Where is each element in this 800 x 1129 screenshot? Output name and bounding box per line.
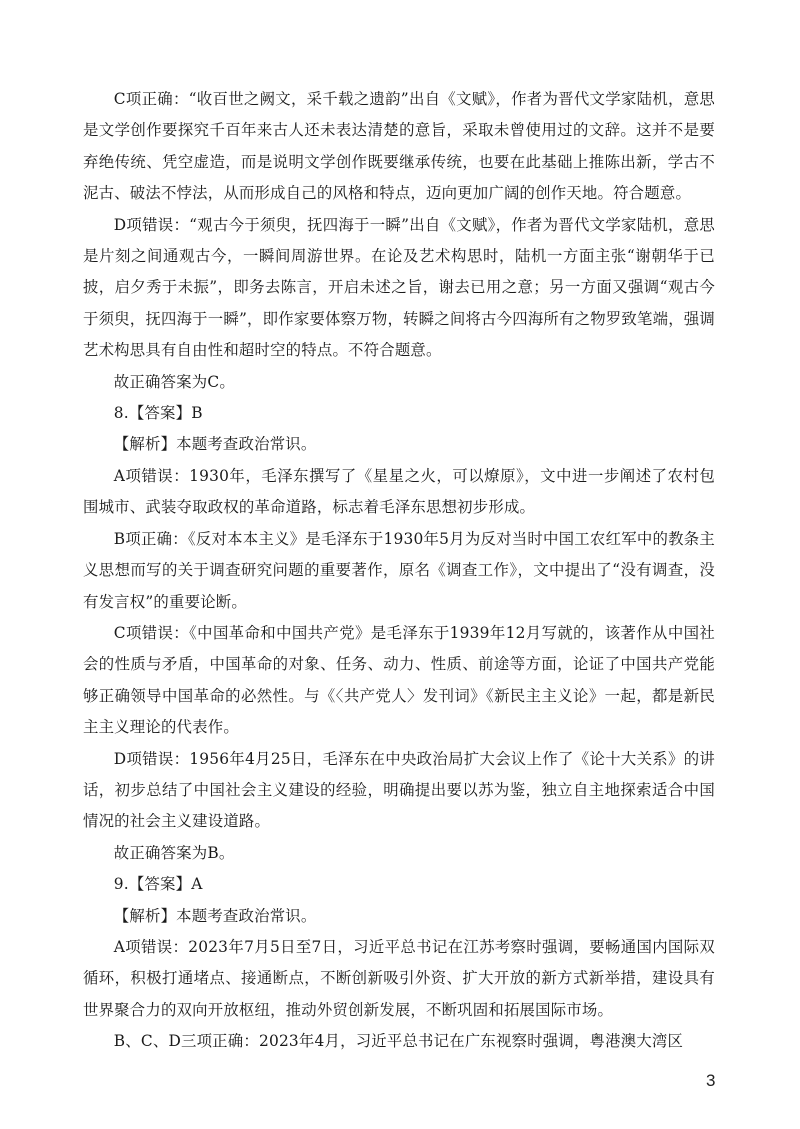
paragraph-answer-summary-7: 故正确答案为C。 (113, 372, 235, 391)
paragraph-explanation-heading-9: 【解析】本题考查政治常识。 (113, 906, 317, 925)
paragraph-answer-9: 9.【答案】A (113, 875, 203, 894)
paragraph-answer-8: 8.【答案】B (113, 404, 203, 423)
paragraph-option-d-analysis: D项错误：“观古今于须臾，抚四海于一瞬”出自《文赋》，作者为晋代文学家陆机，意思是片刻之间通观古今，一瞬间周游世界。在论及艺术构思时，陆机一方面主张“谢朝华于已披，启夕秀于未振”，即务去陈言，开启未述之旨，谢去已用之意；另一方面又强调“观古今于须臾，抚四海于一瞬”，即作家要体察万物，转瞬之间将古今四海所有之物罗致笔端，强调艺术构思具有自由性和超时空的特点。不符合题意。 (83, 215, 715, 360)
paragraph-answer-summary-8: 故正确答案为B。 (113, 843, 235, 862)
paragraph-q8-option-b: B项正确：《反对本本主义》是毛泽东于1930年5月为反对当时中国工农红军中的教条主义思想而写的关于调查研究问题的重要著作，原名《调查工作》，文中提出了“没有调查，没有发言权”的重要论断。 (83, 529, 715, 611)
page-number: 3 (706, 1071, 716, 1090)
paragraph-option-c-analysis: C项正确：“收百世之阙文，采千载之遗韵”出自《文赋》，作者为晋代文学家陆机，意思是文学创作要探究千百年来古人还未表达清楚的意旨，采取未曾使用过的文辞。这并不是要弃绝传统、凭空虚造，而是说明文学创作既要继承传统，也要在此基础上推陈出新，学古不泥古、破法不悖法，从而形成自己的风格和特点，迈向更加广阔的创作天地。符合题意。 (83, 90, 715, 203)
paragraph-explanation-heading-8: 【解析】本题考查政治常识。 (113, 435, 317, 454)
paragraph-q9-option-a: A项错误：2023年7月5日至7日，习近平总书记在江苏考察时强调，要畅通国内国际双循环，积极打通堵点、接通断点，不断创新吸引外资、扩大开放的新方式新举措，建设具有世界聚合力的双向开放枢纽，推动外贸创新发展，不断巩固和拓展国际市场。 (83, 937, 715, 1019)
paragraph-q8-option-d: D项错误：1956年4月25日，毛泽东在中央政治局扩大会议上作了《论十大关系》的讲话，初步总结了中国社会主义建设的经验，明确提出要以苏为鉴，独立自主地探索适合中国情况的社会主义建设道路。 (83, 749, 715, 831)
paragraph-q8-option-a: A项错误：1930年，毛泽东撰写了《星星之火，可以燎原》，文中进一步阐述了农村包围城市、武装夺取政权的革命道路，标志着毛泽东思想初步形成。 (83, 466, 715, 517)
paragraph-q9-options-bcd: B、C、D三项正确：2023年4月，习近平总书记在广东视察时强调，粤港澳大湾区 (113, 1032, 684, 1051)
document-body (83, 84, 715, 1058)
paragraph-q8-option-c: C项错误：《中国革命和中国共产党》是毛泽东于1939年12月写就的，该著作从中国社会的性质与矛盾，中国革命的对象、任务、动力、性质、前途等方面，论证了中国共产党能够正确领导中国革命的必然性。与《〈共产党人〉发刊词》《新民主主义论》一起，都是新民主主义理论的代表作。 (83, 623, 715, 737)
